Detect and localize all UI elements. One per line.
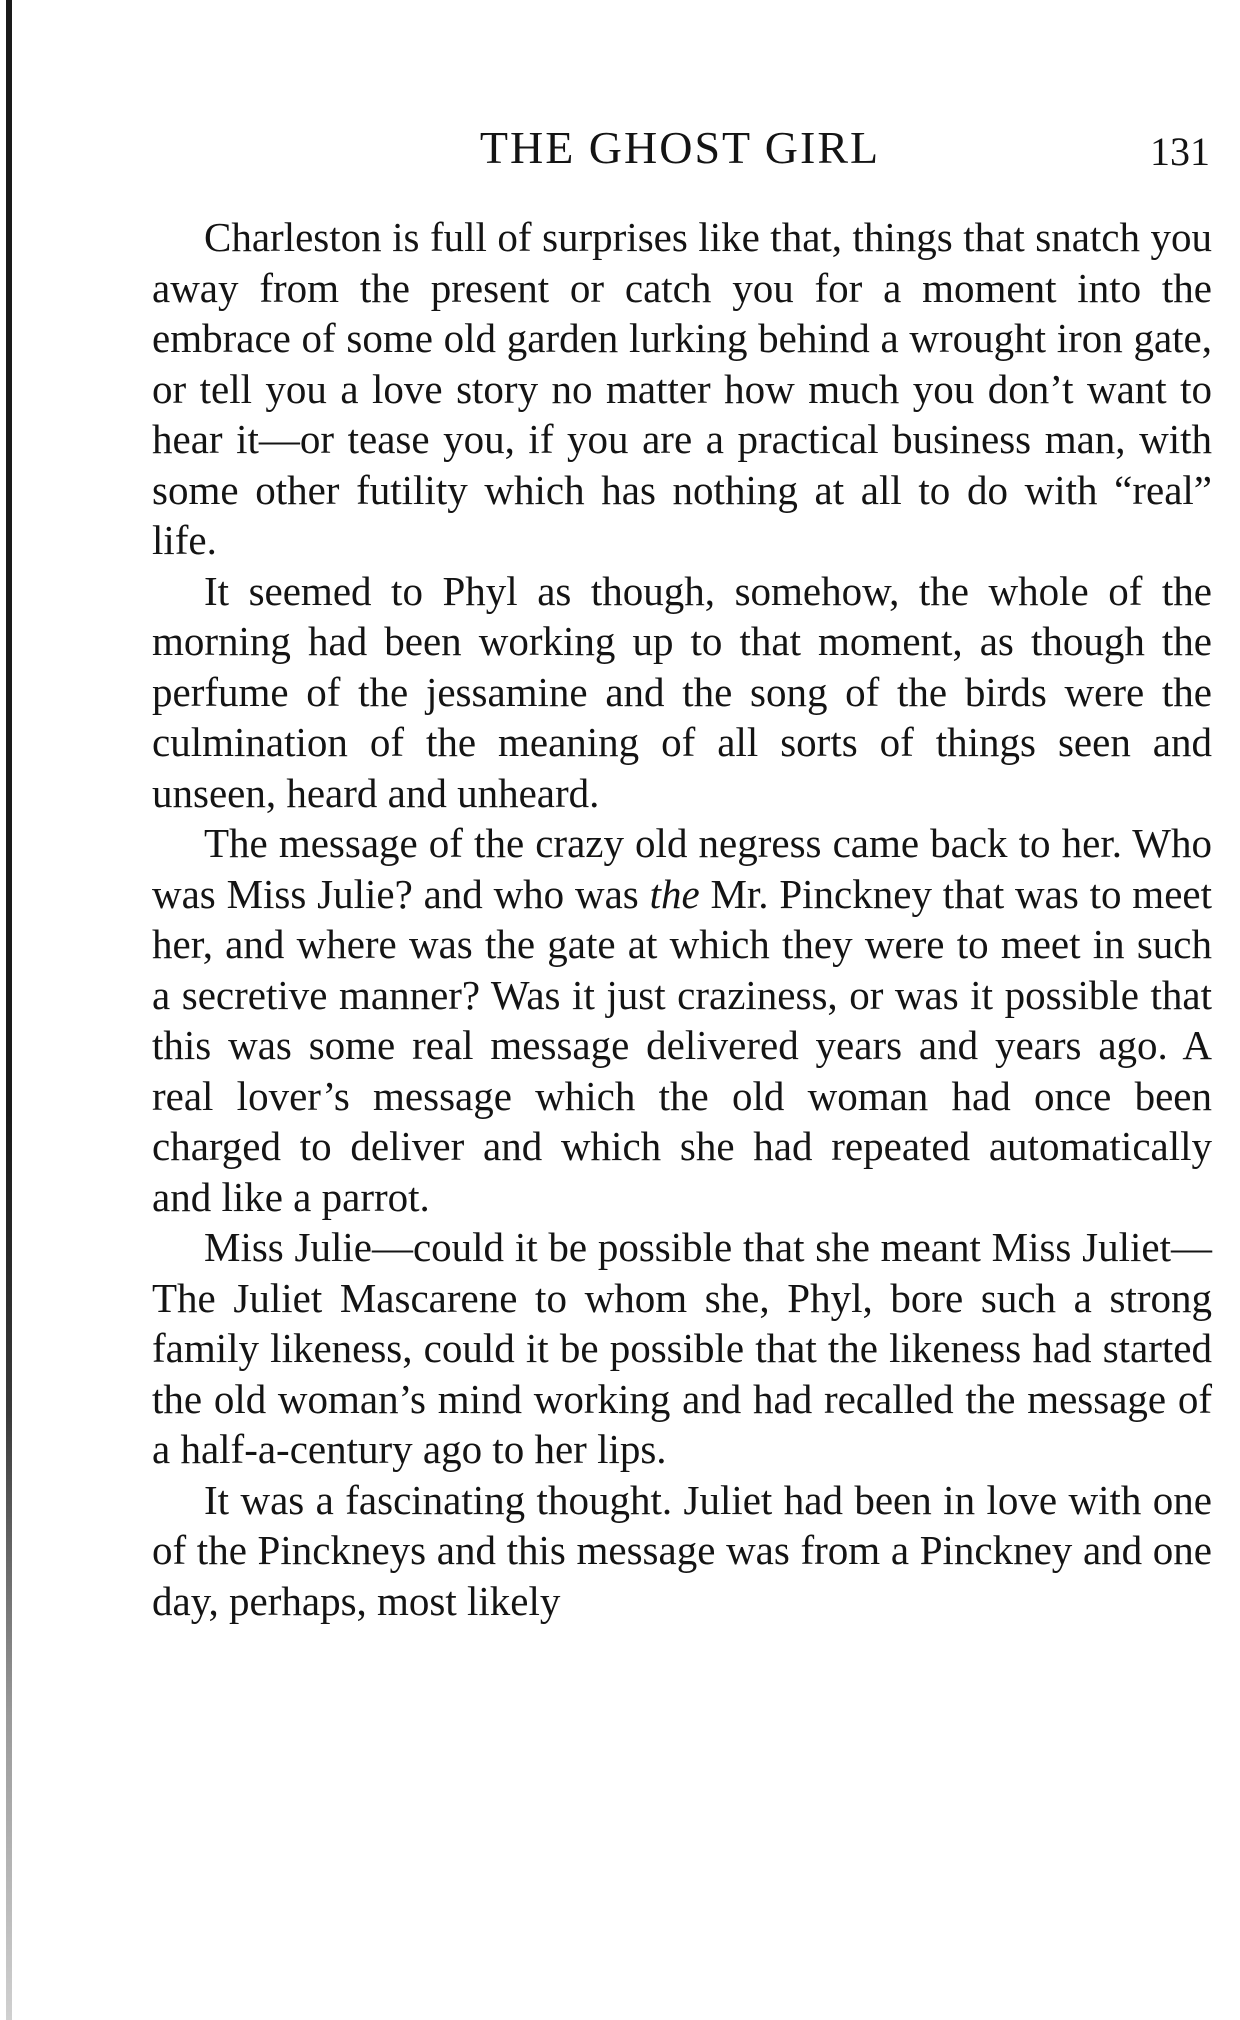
body-text <box>152 212 1212 1626</box>
paragraph-3-part-1: The message of the crazy old negress came back to her. Who was Miss Julie? and who was <box>152 820 1212 917</box>
running-head-title: THE GHOST GIRL <box>479 122 881 173</box>
paragraph-3 <box>152 818 1212 1222</box>
paragraph-1: Charleston is full of surprises like that, things that snatch you away from the present or catch you for a moment into the embrace of some old garden lurking behind a wrought iron gate, or tell you a love story no matter how much you don’t want to hear it—or tease you, if you are a practical business man, with some other futility which has nothing at all to do with “real” life. <box>152 214 1212 563</box>
paragraph-4: Miss Julie—could it be possible that she meant Miss Juliet—The Juliet Mascarene to whom she, Phyl, bore such a strong family likeness, could it be possible that the likeness had started the old woman’s mind working and had recalled the message of a half-a-century ago to her lips. <box>152 1224 1212 1472</box>
page-number: 131 <box>1150 129 1210 174</box>
paragraph-5: It was a fascinating thought. Juliet had been in love with one of the Pinckneys and this message was from a Pinckney and one day, perhaps, most likely <box>152 1476 1212 1624</box>
paragraph-3-part-2: Mr. Pinckney that was to meet her, and where was the gate at which they were to meet in such a secretive manner? Was it just craziness, or was it possible that this was some real message delivered years and years ago. A real lover’s message which the old woman had once been charged to deliver and which she had repeated automatically and like a parrot. <box>152 870 1212 1220</box>
running-header <box>150 118 1210 178</box>
paragraph-3-italic-the: the <box>649 870 700 917</box>
paragraph-2: It seemed to Phyl as though, somehow, the whole of the morning had been working up to that moment, as though the perfume of the jessamine and the song of the birds were the culmination of the meaning of all sorts of things seen and unseen, heard and unheard. <box>152 567 1212 816</box>
binding-edge-line <box>6 0 12 2020</box>
